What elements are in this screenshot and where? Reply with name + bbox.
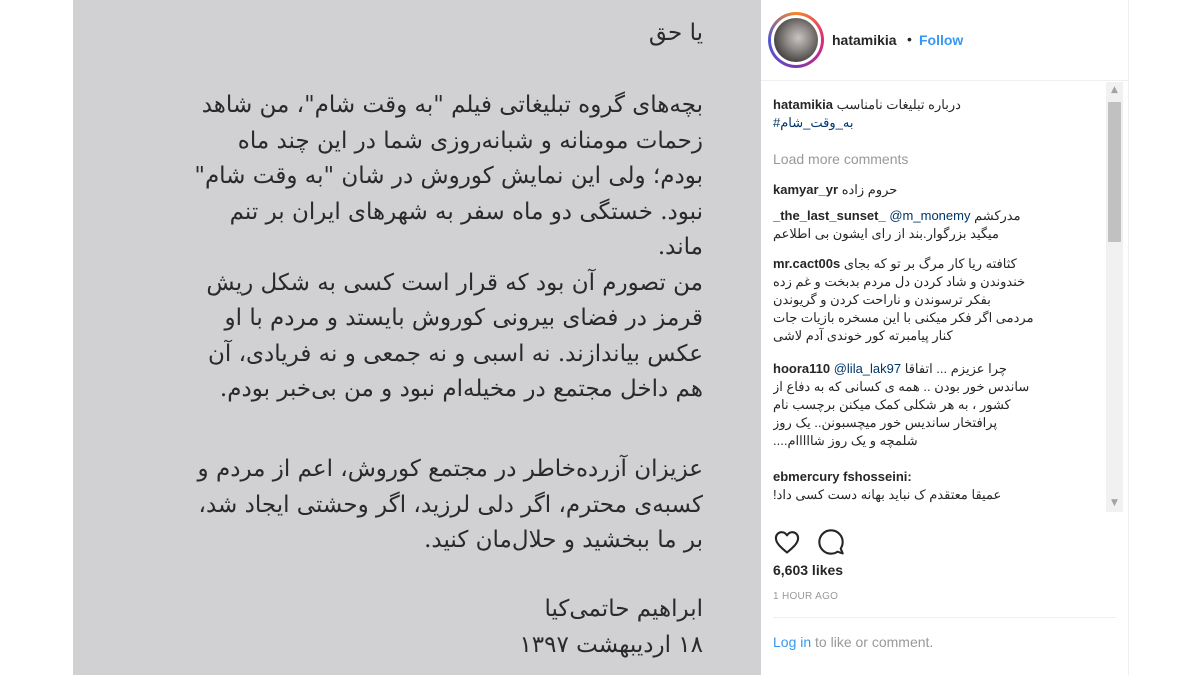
post-paragraph-2: [103, 452, 703, 559]
caption-text: درباره تبلیغات نامناسب: [836, 97, 961, 112]
post-sidebar: [761, 0, 1129, 675]
comment-item: [773, 360, 1103, 450]
comment-text: حروم زاده: [841, 182, 898, 197]
comment-text: بفکر ترسوندن و ناراحت کردن و گریوندن: [773, 292, 991, 307]
comment-username[interactable]: hoora110: [773, 361, 831, 376]
post-date: ۱۸ اردیبهشت ۱۳۹۷: [519, 632, 703, 658]
login-prompt: [773, 634, 933, 650]
post-header: [761, 0, 1128, 81]
post-line: بودم؛ ولی این نمایش کوروش در شان "به وقت شام": [194, 163, 703, 189]
scroll-thumb[interactable]: [1108, 102, 1121, 242]
avatar[interactable]: [768, 12, 824, 68]
comment-text: کشور ، به هر شکلی کمک میکنن برچسب نام: [773, 397, 1011, 412]
header-username[interactable]: hatamikia: [832, 32, 897, 48]
comment-item: [773, 181, 1103, 199]
comment-text: عمیقا معتقدم ک نباید بهانه دست کسی داد!: [773, 487, 1002, 502]
comment-text: میگید بزرگوار.بند از رای ایشون بی اطلاعم: [773, 226, 999, 241]
comment-item: [773, 207, 1103, 243]
comment-username[interactable]: kamyar_yr: [773, 182, 839, 197]
post-line: قرمز در فضای بیرونی کوروش بایستد و مردم با او: [224, 305, 703, 331]
caption: [773, 96, 1103, 132]
login-link[interactable]: Log in: [773, 634, 812, 650]
comment-text: خندوندن و شاد کردن دل مردم بدبخت و غم زده: [773, 274, 1026, 289]
avatar-photo: [774, 18, 818, 62]
post-line: زحمات مومنانه و شبانه‌روزی شما در این چند ماه: [237, 127, 703, 154]
likes-count[interactable]: 6,603 likes: [773, 562, 844, 578]
comment-username[interactable]: mr.cact00s: [773, 256, 841, 271]
post-line: هم داخل مجتمع در مخیله‌ام نبود و من بی‌خبر بودم.: [219, 376, 703, 402]
post-timestamp[interactable]: 1 HOUR AGO: [773, 591, 839, 602]
post-image: [73, 0, 761, 675]
follow-button[interactable]: Follow: [919, 32, 964, 48]
post-line: ماند.: [657, 234, 703, 260]
caption-username[interactable]: hatamikia: [773, 97, 833, 112]
header-separator: •: [907, 31, 912, 47]
comment-item: [773, 468, 1103, 504]
comment-text: کنار پیامبرته کور خوندی آدم لاشی: [773, 328, 953, 343]
avatar-frame: [771, 15, 821, 65]
scroll-down-arrow-icon[interactable]: ▼: [1111, 498, 1118, 508]
scroll-up-arrow-icon[interactable]: ▲: [1111, 85, 1118, 95]
login-prompt-text: to like or comment.: [811, 634, 934, 650]
comment-mention[interactable]: @lila_lak97: [833, 361, 902, 376]
post-line: نبود. خستگی دو ماه سفر به شهرهای ایران بر تنم: [229, 198, 703, 225]
comment-text: شلمچه و یک روز شااااام....: [773, 433, 918, 448]
comment-text: ساندس خور بودن .. همه ی کسانی که به دفاع از: [773, 379, 1030, 394]
comment-text: پرافتخار ساندیس خور میچسبونن.. یک روز: [773, 415, 998, 430]
comments-list[interactable]: [773, 96, 1103, 516]
post-line: من تصورم آن بود که قرار است کسی به شکل ریش: [206, 269, 703, 296]
post-line: عکس بیاندازند. نه اسبی و نه جمعی و نه فریادی، آن: [208, 340, 703, 367]
comment-text: مردمی اگر فکر میکنی با این مسخره بازیات جات: [773, 310, 1034, 325]
post-line: کسبه‌ی محترم، اگر دلی لرزید، اگر وحشتی ایجاد شد،: [198, 491, 703, 518]
comments-scrollbar[interactable]: [1106, 82, 1123, 512]
caption-hashtag[interactable]: #به_وقت_شام: [773, 115, 854, 130]
heart-icon[interactable]: [773, 528, 801, 556]
comment-text: مدرکشم: [974, 208, 1021, 223]
post-paragraph-1: [103, 88, 703, 408]
post-line: بر ما ببخشید و حلال‌مان کنید.: [424, 527, 703, 553]
comment-item: [773, 255, 1103, 345]
post-signature: ابراهیم حاتمی‌کیا: [544, 596, 703, 622]
comment-icon[interactable]: [817, 528, 845, 556]
comment-text: چرا عزیزم ... اتفاقا: [904, 361, 1007, 376]
comment-text: کثافته ریا کار مرگ بر تو که بجای: [843, 256, 1017, 271]
comment-username-secondary[interactable]: fshosseini:: [843, 469, 912, 484]
divider: [773, 617, 1116, 618]
post-greeting: یا حق: [648, 20, 703, 46]
comment-mention[interactable]: @m_monemy: [889, 208, 971, 223]
comment-username[interactable]: _the_last_sunset_: [773, 208, 886, 223]
load-more-comments-button[interactable]: Load more comments: [773, 151, 909, 167]
comment-username[interactable]: ebmercury: [773, 469, 840, 484]
post-line: عزیزان آزرده‌خاطر در مجتمع کوروش، اعم از مردم و: [197, 456, 703, 482]
post-line: بچه‌های گروه تبلیغاتی فیلم "به وقت شام"، من شاهد: [201, 92, 703, 118]
